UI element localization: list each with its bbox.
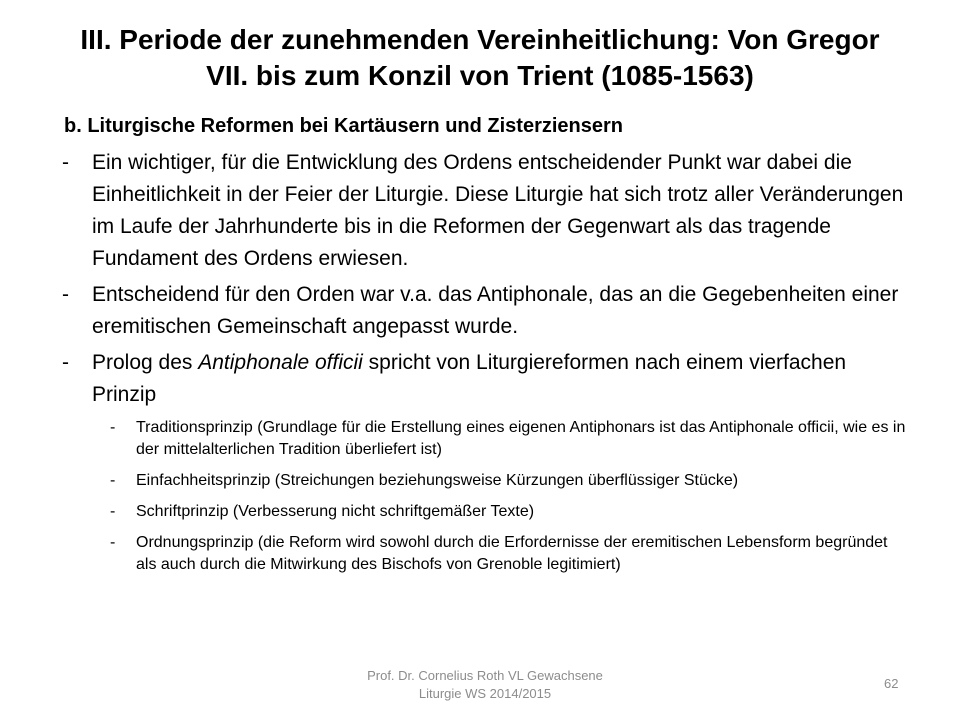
sub-bullet-dash: - [110,534,116,551]
sub-bullet-item [92,532,910,576]
bullet-text-suffix: spricht von Liturgiereformen nach einem vierfachen Prinzip [92,351,847,406]
bullet-list [62,147,910,585]
bullet-dash: - [62,151,69,174]
bullet-text: Entscheidend für den Orden war v.a. das Antiphonale, das an die Gegebenheiten einer eremitischen Gemeinschaft angepasst wurde. [92,283,899,338]
slide-title-line-2: VII. bis zum Konzil von Trient (1085-1563) [206,60,754,91]
sub-bullet-dash: - [110,419,116,436]
bullet-dash: - [62,351,69,374]
footer-line-2: Liturgie WS 2014/2015 [418,686,552,701]
slide-title-line-1: III. Periode der zunehmenden Vereinheitlichung: Von Gregor [80,24,880,55]
sub-bullet-text: Einfachheitsprinzip (Streichungen beziehungsweise Kürzungen überflüssiger Stücke) [136,472,739,489]
sub-bullet-text: Ordnungsprinzip (die Reform wird sowohl durch die Erfordernisse der eremitischen Lebensform begründet als auch durch die Mitwirkung des Bischofs von Grenoble legitimiert) [136,534,888,573]
sub-bullet-dash: - [110,503,116,520]
sub-bullet-item [92,470,910,492]
bullet-text-italic-title: Antiphonale officii [198,351,363,374]
sub-bullet-item [92,417,910,461]
slide-title [40,22,920,94]
slide-footer [330,667,640,703]
bullet-item [62,347,910,576]
sub-bullet-dash: - [110,472,116,489]
footer-line-1: Prof. Dr. Cornelius Roth VL Gewachsene [367,668,603,683]
bullet-text: Ein wichtiger, für die Entwicklung des Ordens entscheidender Punkt war dabei die Einheitlichkeit in der Feier der Liturgie. Diese Liturgie hat sich trotz aller Veränderungen im Laufe der Jahrhunderte bis in die Reformen der Gegenwart als das tragende Fundament des Ordens erwiesen. [92,151,904,270]
sub-bullet-item [92,501,910,523]
section-subheading: b. Liturgische Reformen bei Kartäusern und Zisterziensern [64,115,624,137]
sub-bullet-text: Schriftprinzip (Verbesserung nicht schriftgemäßer Texte) [136,503,535,520]
bullet-text-prefix: Prolog des [92,351,199,374]
page-number: 62 [884,676,899,691]
bullet-item [62,147,910,275]
sub-bullet-list [92,417,910,576]
sub-bullet-text: Traditionsprinzip (Grundlage für die Erstellung eines eigenen Antiphonars ist das Antiphonale officii, wie es in der mittelalterlichen Tradition überliefert ist) [136,419,906,458]
bullet-item [62,279,910,343]
bullet-dash: - [62,283,69,306]
